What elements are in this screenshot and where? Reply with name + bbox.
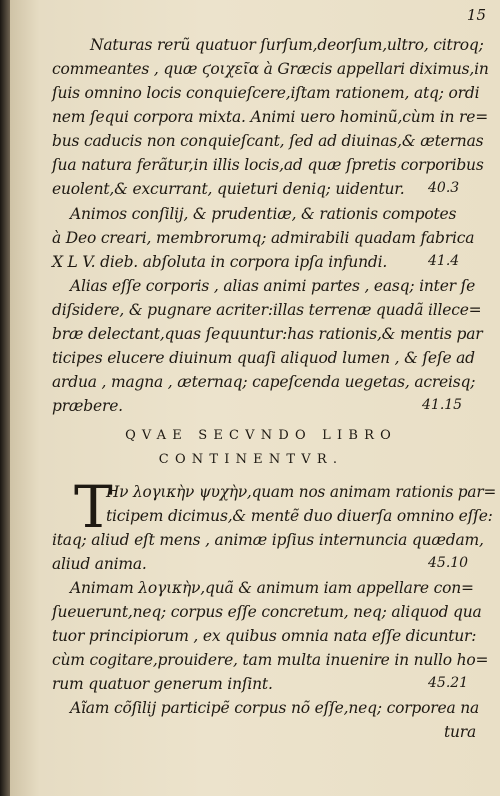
text-line: itaq; aliud eſt mens , animæ ipſius internuncia quædam, xyxy=(52,531,484,549)
text-line: euolent,& excurrant, quieturi deniq; uidentur. xyxy=(52,180,405,198)
text-line: diſsidere, & pugnare acriter:illas terrenæ quadã illece= xyxy=(52,301,482,319)
text-line: ſua natura ferãtur,in illis locis,ad quæ ſpretis corporibus xyxy=(52,156,484,174)
text-line: commeantes , quæ ϛοιχεῖα à Græcis appellari diximus,in xyxy=(52,60,489,78)
text-line: bræ delectant,quas ſequuntur:has rationis,& mentis par xyxy=(52,325,483,343)
text-line: Animam λογικὴν,quã & animum iam appellare con= xyxy=(70,579,474,597)
text-line: bus caducis non conquieſcant, ſed ad diuinas,& æternas xyxy=(52,132,484,150)
catchword: tura xyxy=(444,723,477,741)
text-line: rum quatuor generum inſint. xyxy=(52,675,273,693)
text-line: ticipem dicimus,& mentẽ duo diuerſa omnino eſſe: xyxy=(106,507,493,525)
reference-number: 41.15 xyxy=(422,397,463,413)
page-number: 15 xyxy=(466,6,486,24)
text-line: Naturas rerũ quatuor ſurſum,deorſum,ultro, citroq; xyxy=(90,36,484,54)
text-line: ſuis omnino locis conquieſcere,iſtam rationem, atq; ordi xyxy=(52,84,480,102)
text-line: nem ſequi corpora mixta. Animi uero hominũ,cùm in re= xyxy=(52,108,488,126)
text-line: à Deo creari, membrorumq; admirabili quadam fabrica xyxy=(52,229,475,247)
reference-number: 45.21 xyxy=(428,675,469,691)
reference-number: 45.10 xyxy=(428,555,469,571)
text-line: Aĩam cõſilij participẽ corpus nõ eſſe,neq; corporea na xyxy=(70,699,480,717)
text-line: Animos conſilij, & prudentiæ, & rationis compotes xyxy=(70,205,457,223)
section-subheading: CONTINENTVR. xyxy=(158,452,344,467)
drop-cap: T xyxy=(74,473,113,541)
reference-number: 41.4 xyxy=(428,253,460,269)
binding-gutter xyxy=(0,0,10,796)
text-line: Alias eſſe corporis , alias animi partes , easq; inter ſe xyxy=(70,277,476,295)
text-line: X L V. dieb. abſoluta in corpora ipſa infundi. xyxy=(52,253,388,271)
book-page xyxy=(10,0,500,796)
text-line: ſueuerunt,neq; corpus eſſe concretum, neq; aliquod qua xyxy=(52,603,482,621)
text-line: aliud anima. xyxy=(52,555,147,573)
text-line: Hν λογικὴν ψυχὴν,quam nos animam rationis par= xyxy=(106,483,497,501)
text-line: tuor principiorum , ex quibus omnia nata eſſe dicuntur: xyxy=(52,627,477,645)
reference-number: 40.3 xyxy=(428,180,460,196)
section-heading: QVAE SECVNDO LIBRO xyxy=(125,428,397,443)
text-line: cùm cogitare,prouidere, tam multa inuenire in nullo ho= xyxy=(52,651,489,669)
text-line: ticipes elucere diuinum quaſi aliquod lumen , & ſeſe ad xyxy=(52,349,475,367)
text-line: præbere. xyxy=(52,397,123,415)
text-line: ardua , magna , æternaq; capeſcenda uegetas, acreisq; xyxy=(52,373,476,391)
